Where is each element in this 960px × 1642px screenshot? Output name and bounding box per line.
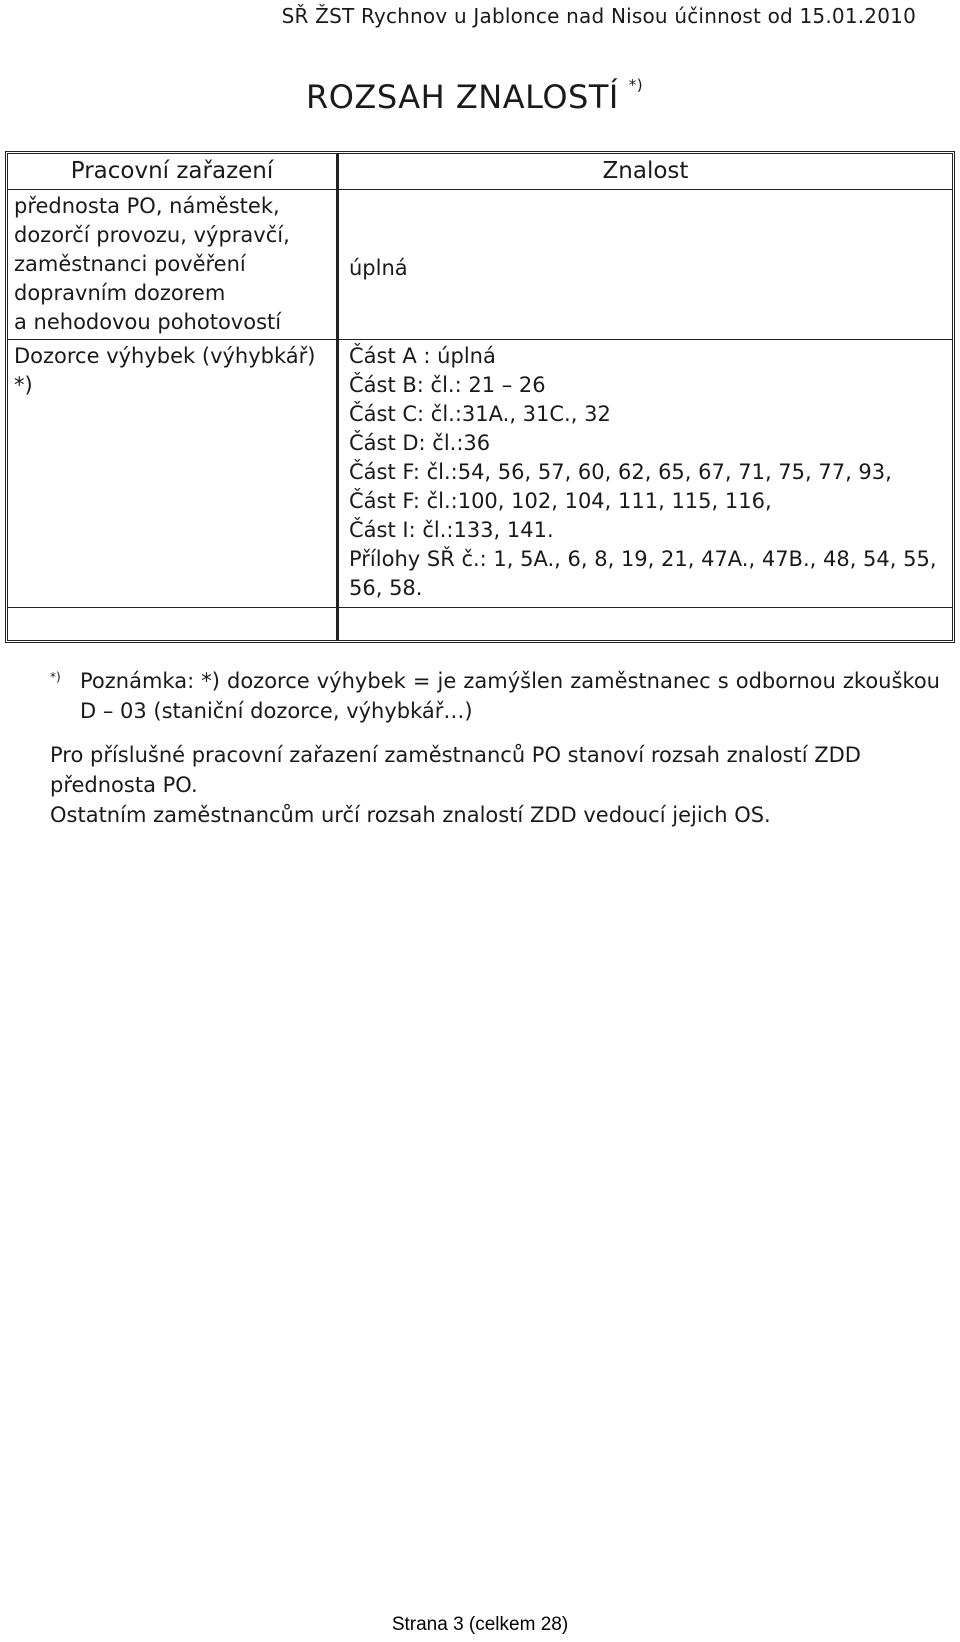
job-position-line: a nehodovou pohotovostí <box>14 310 282 334</box>
knowledge-line: Část D: čl.:36 <box>349 431 491 455</box>
knowledge-line: Část A : úplná <box>349 344 496 368</box>
table-row-empty <box>8 608 952 640</box>
page-header: SŘ ŽST Rychnov u Jablonce nad Nisou účinnost od 15.01.2010 <box>281 4 916 28</box>
knowledge-cell <box>339 190 952 339</box>
empty-cell <box>8 608 339 640</box>
job-position-line: dopravním dozorem <box>14 281 226 305</box>
table-header-row <box>8 154 952 190</box>
footnote-marker: *) <box>50 670 61 684</box>
table-row <box>8 190 952 340</box>
knowledge-line: Část F: čl.:100, 102, 104, 111, 115, 116, <box>349 489 772 513</box>
job-position-line: Dozorce výhybek (výhybkář) <box>14 344 316 368</box>
note-paragraph: Pro příslušné pracovní zařazení zaměstnanců PO stanoví rozsah znalostí ZDD přednosta PO. <box>50 743 861 797</box>
job-position-line: *) <box>14 373 33 397</box>
job-position-cell <box>8 340 339 607</box>
header-job-position: Pracovní zařazení <box>8 154 339 189</box>
job-position-line: dozorčí provozu, výpravčí, <box>14 223 290 247</box>
job-position-cell <box>8 190 339 339</box>
note-paragraph: Ostatním zaměstnancům určí rozsah znalostí ZDD vedoucí jejich OS. <box>50 803 771 827</box>
knowledge-text: úplná <box>349 256 408 280</box>
knowledge-cell <box>339 340 952 607</box>
table-row <box>8 340 952 608</box>
notes-section <box>50 666 940 830</box>
title-footnote-marker: *) <box>628 76 644 95</box>
knowledge-line: Část F: čl.:54, 56, 57, 60, 62, 65, 67, 71, 75, 77, 93, <box>349 460 892 484</box>
knowledge-line: Část C: čl.:31A., 31C., 32 <box>349 402 611 426</box>
document-title <box>306 78 643 116</box>
footnote-text: Poznámka: *) dozorce výhybek = je zamýšlen zaměstnanec s odbornou zkouškou D – 03 (staniční dozorce, výhybkář…) <box>80 669 940 723</box>
knowledge-line: Část B: čl.: 21 – 26 <box>349 373 546 397</box>
knowledge-line: Část I: čl.:133, 141. <box>349 518 554 542</box>
knowledge-line: Přílohy SŘ č.: 1, 5A., 6, 8, 19, 21, 47A., 47B., 48, 54, 55, 56, 58. <box>349 547 937 600</box>
empty-cell <box>339 608 952 640</box>
knowledge-table <box>5 151 955 643</box>
page-footer: Strana 3 (celkem 28) <box>391 1614 569 1635</box>
job-position-line: přednosta PO, náměstek, <box>14 194 280 218</box>
title-text: ROZSAH ZNALOSTÍ <box>306 78 619 116</box>
job-position-line: zaměstnanci pověření <box>14 252 246 276</box>
header-knowledge: Znalost <box>602 158 689 184</box>
